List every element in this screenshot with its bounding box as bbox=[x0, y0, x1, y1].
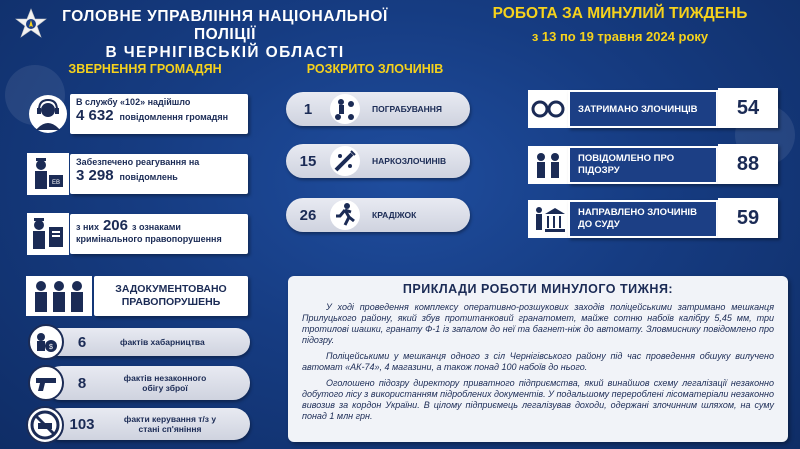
court-building-icon bbox=[528, 200, 568, 238]
solved-item-robbery bbox=[286, 92, 470, 126]
examples-paragraph: У ході проведення комплексу оперативно-розшукових заходів поліцейськими затримано мешканця Прилуцького району, який збув протитанковий гранатомет, майже сотню набоїв калібру 5,45 мм, три тротилові шашки, гранату Ф-1 із запалом до неї та багнет-ніж до автомату. Зловмиснику повідомлено про підозру. bbox=[302, 302, 774, 345]
police-officer-icon bbox=[26, 152, 70, 196]
appeal-102-pre: В службу «102» надійшло bbox=[76, 97, 191, 107]
no-drunk-driving-icon bbox=[26, 406, 64, 444]
police-star-emblem-icon bbox=[14, 8, 48, 42]
documented-bribery-number: 6 bbox=[77, 333, 87, 351]
documented-drunk-label: факти керування т/з у стані сп'яніння bbox=[123, 414, 217, 434]
robbery-icon bbox=[330, 94, 360, 124]
result-detained-number: 54 bbox=[718, 88, 778, 128]
solved-item-theft bbox=[286, 198, 470, 232]
result-court-label-box bbox=[568, 200, 718, 238]
header-title-line1: ГОЛОВНЕ УПРАВЛІННЯ НАЦІОНАЛЬНОЇ ПОЛІЦІЇ bbox=[62, 8, 388, 43]
examples-paragraph: Поліцейськими у мешканця одного з сіл Чернігівського району під час проведення обшуку вилучено автомат «АК-74», 4 магазини, а також понад 100 набоїв до нього. bbox=[302, 351, 774, 372]
examples-paragraph: Оголошено підозру директору приватного підприємства, який винайшов схему легалізації незаконно добутого лісу з використанням підроблених документів. У подальшому перероблені лісоматеріали незаконно вивозив за кордон України. В цілому підприємець легалізував доходи, одержані злочинним шляхом, на суму понад 1 млн грн. bbox=[302, 378, 774, 421]
result-court-label: НАПРАВЛЕНО ЗЛОЧИНІВ ДО СУДУ bbox=[578, 207, 697, 230]
solved-theft-number: 26 bbox=[299, 206, 317, 224]
result-detained-label: ЗАТРИМАНО ЗЛОЧИНЦІВ bbox=[578, 103, 698, 115]
appeal-card-102 bbox=[70, 94, 248, 134]
operator-headset-icon bbox=[26, 92, 70, 136]
appeal-criminal-mid: з ознаками bbox=[131, 222, 181, 232]
svg-text:ЕВ: ЕВ bbox=[51, 180, 61, 186]
bribe-money-icon bbox=[28, 324, 64, 360]
header-period-title: РОБОТА ЗА МИНУЛИЙ ТИЖДЕНЬ bbox=[492, 5, 748, 22]
result-suspicion-label-box bbox=[568, 146, 718, 184]
svg-text:$: $ bbox=[49, 344, 53, 351]
result-detained-label-box bbox=[568, 90, 718, 128]
solved-drugs-number: 15 bbox=[299, 152, 317, 170]
appeal-102-number: 4 632 bbox=[76, 107, 114, 124]
solved-item-drugs bbox=[286, 144, 470, 178]
solved-robbery-number: 1 bbox=[303, 100, 313, 118]
solved-robbery-label: ПОГРАБУВАННЯ bbox=[372, 104, 443, 114]
solved-drugs-label: НАРКОЗЛОЧИНІВ bbox=[372, 156, 447, 166]
appeal-response-post: повідомлень bbox=[119, 172, 178, 182]
appeal-102-post: повідомлення громадян bbox=[119, 112, 229, 122]
examples-panel bbox=[288, 276, 788, 442]
officers-group-icon bbox=[26, 276, 92, 316]
documented-drunk-number: 103 bbox=[69, 415, 95, 433]
thief-running-icon bbox=[330, 200, 360, 230]
documented-weapons-label: фактів незаконного обігу зброї bbox=[123, 373, 207, 393]
header-title bbox=[58, 8, 392, 62]
header-period-dates: з 13 по 19 травня 2024 року bbox=[531, 29, 709, 44]
documented-item-bribery bbox=[44, 328, 250, 356]
appeal-card-response bbox=[70, 154, 248, 194]
result-suspicion-number: 88 bbox=[718, 144, 778, 184]
appeal-response-number: 3 298 bbox=[76, 167, 114, 184]
appeal-response-pre: Забезпечено реагування на bbox=[76, 157, 200, 167]
pistol-icon bbox=[28, 365, 64, 401]
appeal-criminal-post: кримінального правопорушення bbox=[76, 234, 222, 244]
officer-with-case-icon bbox=[26, 212, 70, 256]
handcuffs-icon bbox=[528, 90, 568, 128]
result-court-number: 59 bbox=[718, 198, 778, 238]
suspect-notice-icon bbox=[528, 146, 568, 184]
documented-title: ЗАДОКУМЕНТОВАНО ПРАВОПОРУШЕНЬ bbox=[115, 283, 227, 308]
solved-title: РОЗКРИТО ЗЛОЧИНІВ bbox=[306, 62, 444, 76]
documented-bribery-label: фактів хабарництва bbox=[120, 337, 205, 347]
appeal-card-criminal bbox=[70, 214, 248, 254]
header-period bbox=[450, 4, 790, 46]
drugs-syringe-icon bbox=[330, 146, 360, 176]
appeal-criminal-number: 206 bbox=[102, 217, 128, 234]
examples-title: ПРИКЛАДИ РОБОТИ МИНУЛОГО ТИЖНЯ: bbox=[402, 282, 674, 296]
solved-theft-label: КРАДІЖОК bbox=[372, 210, 417, 220]
documented-item-drunk-driving bbox=[44, 408, 250, 440]
documented-title-card bbox=[94, 276, 248, 316]
header-title-line2: В ЧЕРНІГІВСЬКІЙ ОБЛАСТІ bbox=[105, 44, 345, 61]
appeals-title: ЗВЕРНЕННЯ ГРОМАДЯН bbox=[68, 62, 222, 76]
result-suspicion-label: ПОВІДОМЛЕНО ПРО ПІДОЗРУ bbox=[578, 153, 675, 176]
appeal-criminal-pre: з них bbox=[76, 222, 99, 232]
documented-weapons-number: 8 bbox=[77, 374, 87, 392]
documented-item-weapons bbox=[44, 366, 250, 400]
